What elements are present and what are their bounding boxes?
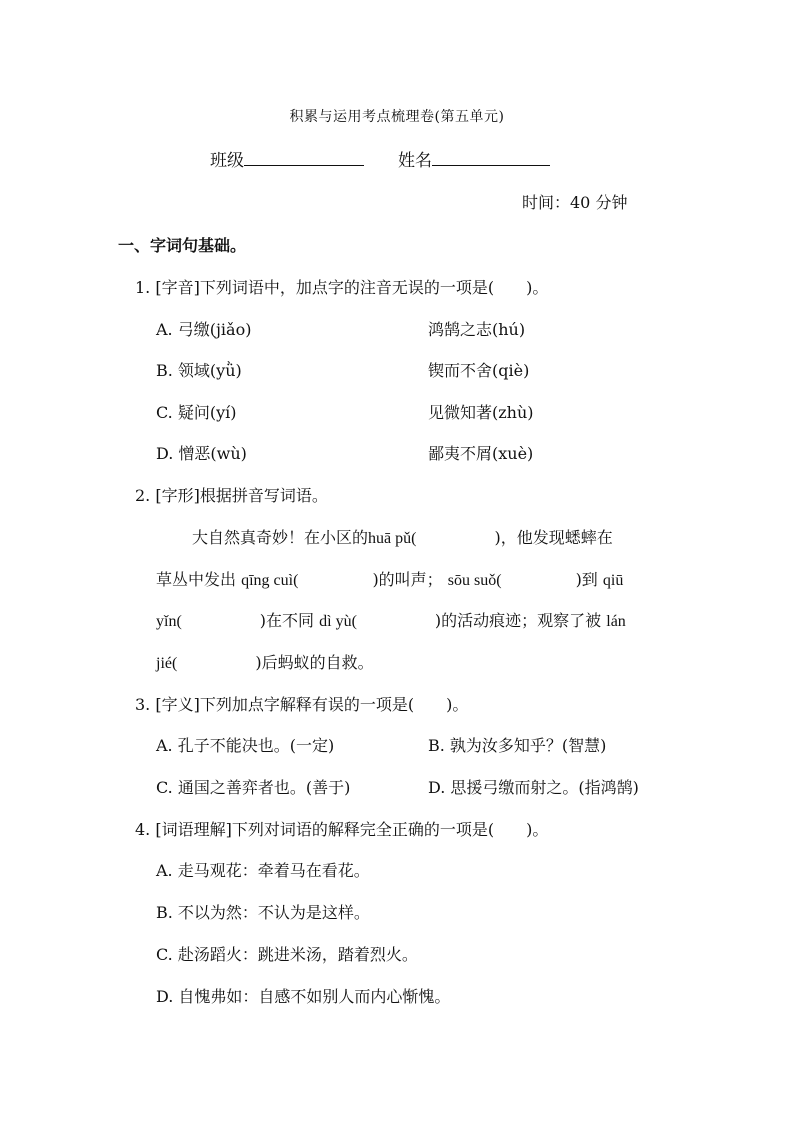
q1-option-c-right: 见微知著(zhù) [428,403,534,422]
q1-option-a: A. 弓缴(jiǎo) [156,320,252,339]
q4-option-d: D. 自愧弗如：自感不如别人而内心惭愧。 [156,987,451,1006]
name-label: 姓名 [398,151,432,171]
page-title: 积累与运用考点梳理卷(第五单元) [289,109,505,125]
question-3-stem: 3. [字义]下列加点字解释有误的一项是( )。 [135,695,469,714]
q3-option-d: D. 思援弓缴而射之。(指鸿鹄) [428,778,639,797]
q1-option-b: B. 领域(yǜ) [156,361,242,380]
q2-pinyin-qingcui: qīng cuì( [241,572,299,589]
q4-option-a: A. 走马观花：牵着马在看花。 [156,861,370,880]
q2-line-4 [156,650,374,673]
name-blank[interactable] [432,148,550,166]
class-field [210,146,364,171]
q2-line2-text-c: )到 [575,570,598,589]
q2-pinyin-sousuo: sōu suǒ( [447,572,502,589]
question-2-stem: 2. [字形]根据拼音写词语。 [135,486,328,505]
q2-pinyin-huapu: huā pǔ( [368,530,417,547]
q2-pinyin-qiu: qiū [602,572,624,589]
q2-line-2 [156,567,623,590]
q1-option-b-right: 锲而不舍(qiè) [428,361,530,380]
q3-option-b: B. 孰为汝多知乎？(智慧) [428,736,607,755]
question-4-stem: 4. [词语理解]下列对词语的解释完全正确的一项是( )。 [135,820,549,839]
question-1-stem: 1. [字音]下列词语中，加点字的注音无误的一项是( )。 [135,278,549,297]
q2-pinyin-jie: jié( [156,655,178,672]
q1-option-d-right: 鄙夷不屑(xuè) [428,444,534,463]
time-limit: 时间：40 分钟 [522,193,628,212]
q3-option-c: C. 通国之善弈者也。(善于) [156,778,351,797]
q2-line1-text-a: 大自然真奇妙！在小区的 [192,528,369,547]
q1-option-c: C. 疑问(yí) [156,403,237,422]
q2-line1-text-b: )，他发现蟋蟀在 [494,528,613,547]
class-label: 班级 [210,151,244,171]
q4-option-b: B. 不以为然：不认为是这样。 [156,903,370,922]
section-heading: 一、字词句基础。 [118,236,247,255]
q2-pinyin-diyu: dì yù( [319,613,357,630]
q2-line-3 [156,608,626,631]
q4-option-c: C. 赴汤蹈火：跳进米汤，踏着烈火。 [156,945,418,964]
name-field [398,146,550,171]
q2-line-1 [192,525,613,548]
q2-pinyin-lan: lán [606,613,626,630]
q1-option-a-right: 鸿鹄之志(hú) [428,320,526,339]
q2-pinyin-yin: yǐn( [156,613,182,630]
q2-line2-text-a: 草丛中发出 [156,570,237,589]
q2-line3-text-b: )的活动痕迹；观察了被 [434,611,602,630]
q3-option-a: A. 孔子不能决也。(一定) [156,736,335,755]
q2-line4-text-a: )后蚂蚁的自救。 [255,653,374,672]
q1-option-d: D. 憎恶(wù) [156,444,247,463]
class-blank[interactable] [244,148,364,166]
q2-line3-text-a: )在不同 [259,611,315,630]
q2-line2-text-b: )的叫声； [372,570,443,589]
